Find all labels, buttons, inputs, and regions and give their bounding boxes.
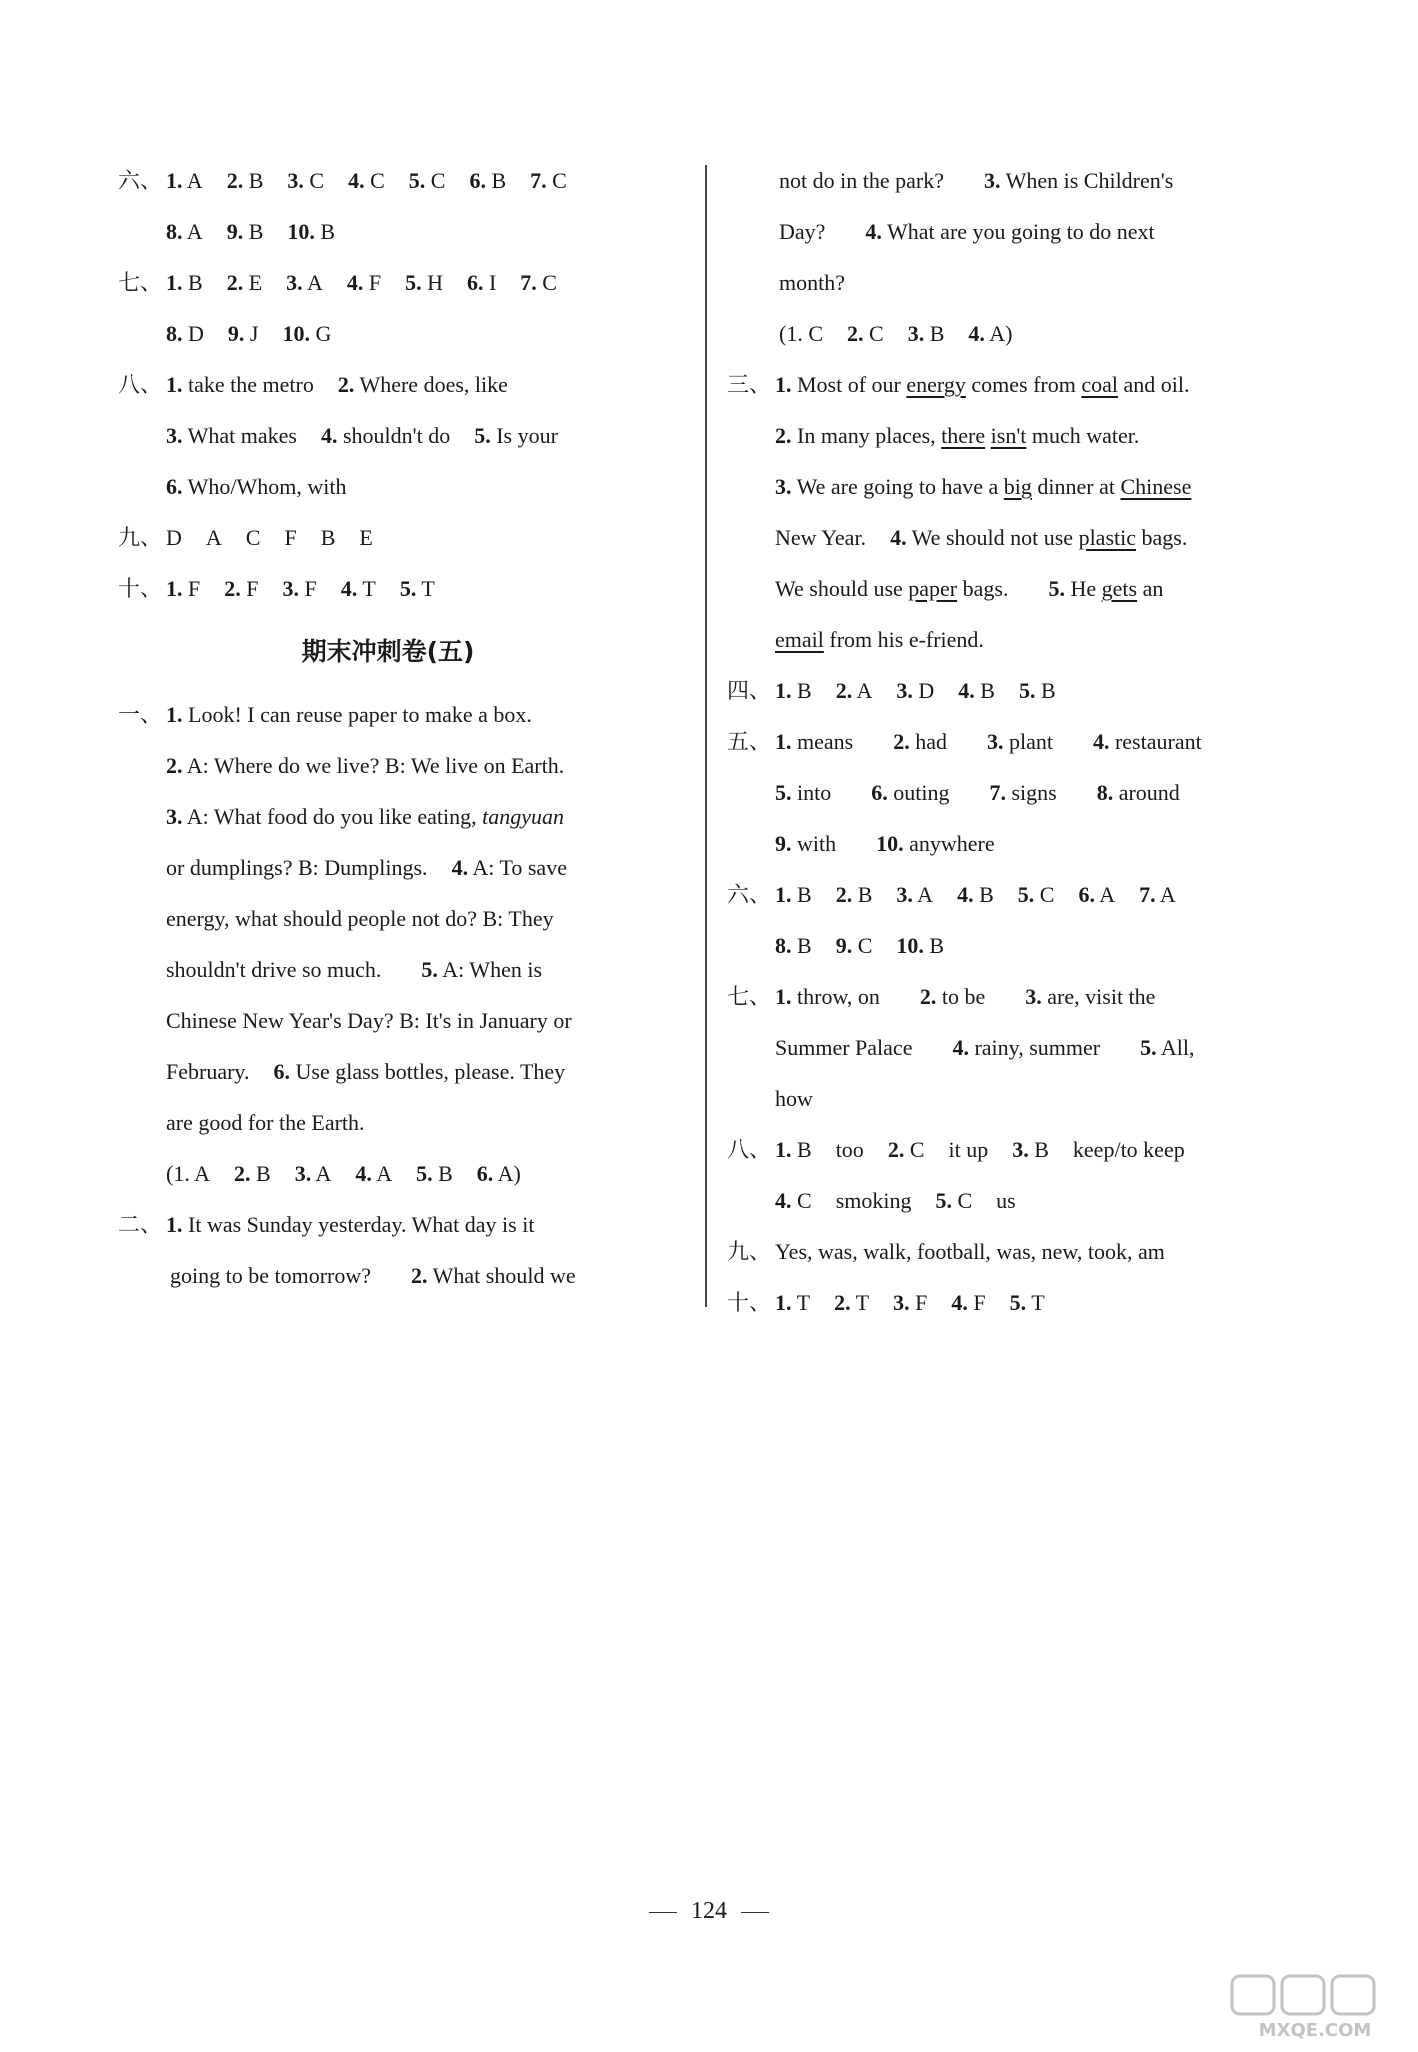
answer-line: Day? 4. What are you going to do next — [779, 219, 1155, 244]
section-label: 十、 — [118, 577, 163, 602]
answer-line: 3. We are going to have a big dinner at Chinese — [775, 474, 1192, 499]
answer-line: 2. A: Where do we live? B: We live on Earth. — [166, 753, 565, 778]
answer-line: 4. C smoking 5. C us — [775, 1188, 1016, 1213]
answer-line: shouldn't drive so much. 5. A: When is — [166, 957, 543, 982]
section-label: 七、 — [727, 985, 772, 1010]
answer-line: month? — [779, 270, 845, 295]
right-column — [727, 155, 1297, 1328]
section-label: 六、 — [118, 169, 163, 194]
answer-line: New Year. 4. We should not use plastic bags. — [775, 525, 1188, 550]
answer-line: 3. What makes 4. shouldn't do 5. Is your — [166, 423, 558, 448]
section-label: 九、 — [118, 526, 163, 551]
answer-line: 九、 D A C F B E — [118, 512, 688, 563]
answer-line: or dumplings? B: Dumplings. 4. A: To save — [166, 855, 567, 880]
answer-line: 二、 1. It was Sunday yesterday. What day is it — [118, 1199, 688, 1250]
answer-line: 六、 1. A 2. B 3. C 4. C 5. C 6. B 7. C — [118, 155, 688, 206]
section-label: 一、 — [118, 703, 163, 728]
svg-text:MXQE.COM: MXQE.COM — [1258, 2020, 1372, 2041]
section-label: 八、 — [118, 373, 163, 398]
answer-line: 8. D 9. J 10. G — [166, 321, 332, 346]
answer-line: are good for the Earth. — [166, 1110, 365, 1135]
answer-line: not do in the park? 3. When is Children's — [779, 168, 1174, 193]
left-column — [118, 155, 688, 1301]
watermark-logo — [1230, 1972, 1400, 2042]
answer-line: We should use paper bags. 5. He gets an — [775, 576, 1164, 601]
answer-line: Summer Palace 4. rainy, summer 5. All, — [775, 1035, 1195, 1060]
answer-line: 8. A 9. B 10. B — [166, 219, 336, 244]
answer-line: 3. A: What food do you like eating, tangyuan — [166, 804, 565, 829]
section-label: 五、 — [727, 730, 772, 755]
answer-line: February. 6. Use glass bottles, please. They — [166, 1059, 566, 1084]
answer-line: 九、 Yes, was, walk, football, was, new, took, am — [727, 1226, 1297, 1277]
answer-line: 八、 1. take the metro 2. Where does, like — [118, 359, 688, 410]
section-label: 三、 — [727, 373, 772, 398]
page-number: 124 — [0, 1898, 1418, 1925]
answer-line: 8. B 9. C 10. B — [775, 933, 945, 958]
answer-line: 四、 1. B 2. A 3. D 4. B 5. B — [727, 665, 1297, 716]
answer-line: 六、 1. B 2. B 3. A 4. B 5. C 6. A 7. A — [727, 869, 1297, 920]
answer-line: 三、 1. Most of our energy comes from coal and oil. — [727, 359, 1297, 410]
section-label: 六、 — [727, 883, 772, 908]
answer-line: 5. into 6. outing 7. signs 8. around — [775, 780, 1180, 805]
answer-line: 十、 1. F 2. F 3. F 4. T 5. T — [118, 563, 688, 614]
section-label: 二、 — [118, 1213, 163, 1238]
answer-line: energy, what should people not do? B: They — [166, 906, 554, 931]
answer-line: email from his e-friend. — [775, 627, 984, 652]
answer-line: 一、 1. Look! I can reuse paper to make a box. — [118, 689, 688, 740]
answer-line: 9. with 10. anywhere — [775, 831, 995, 856]
answer-line: Chinese New Year's Day? B: It's in January or — [166, 1008, 572, 1033]
section-title: 期末冲刺卷(五) — [301, 637, 475, 666]
section-label: 八、 — [727, 1138, 772, 1163]
answer-line: 七、 1. B 2. E 3. A 4. F 5. H 6. I 7. C — [118, 257, 688, 308]
answer-line: 2. In many places, there isn't much water. — [775, 423, 1140, 448]
dash-left — [649, 1912, 677, 1913]
section-label: 九、 — [727, 1240, 772, 1265]
column-divider — [705, 165, 707, 1307]
answer-line: 五、 1. means 2. had 3. plant 4. restaurant — [727, 716, 1297, 767]
answer-line: going to be tomorrow? 2. What should we — [170, 1263, 576, 1288]
answer-line: 七、 1. throw, on 2. to be 3. are, visit the — [727, 971, 1297, 1022]
answer-line: 八、 1. B too 2. C it up 3. B keep/to keep — [727, 1124, 1297, 1175]
dash-right — [741, 1912, 769, 1913]
section-label: 七、 — [118, 271, 163, 296]
answer-line: 十、 1. T 2. T 3. F 4. F 5. T — [727, 1277, 1297, 1328]
answer-line: (1. A 2. B 3. A 4. A 5. B 6. A) — [166, 1161, 521, 1186]
answer-line: (1. C 2. C 3. B 4. A) — [779, 321, 1013, 346]
answer-line: 6. Who/Whom, with — [166, 474, 347, 499]
answer-line: how — [775, 1086, 813, 1111]
section-label: 十、 — [727, 1291, 772, 1316]
section-label: 四、 — [727, 679, 772, 704]
